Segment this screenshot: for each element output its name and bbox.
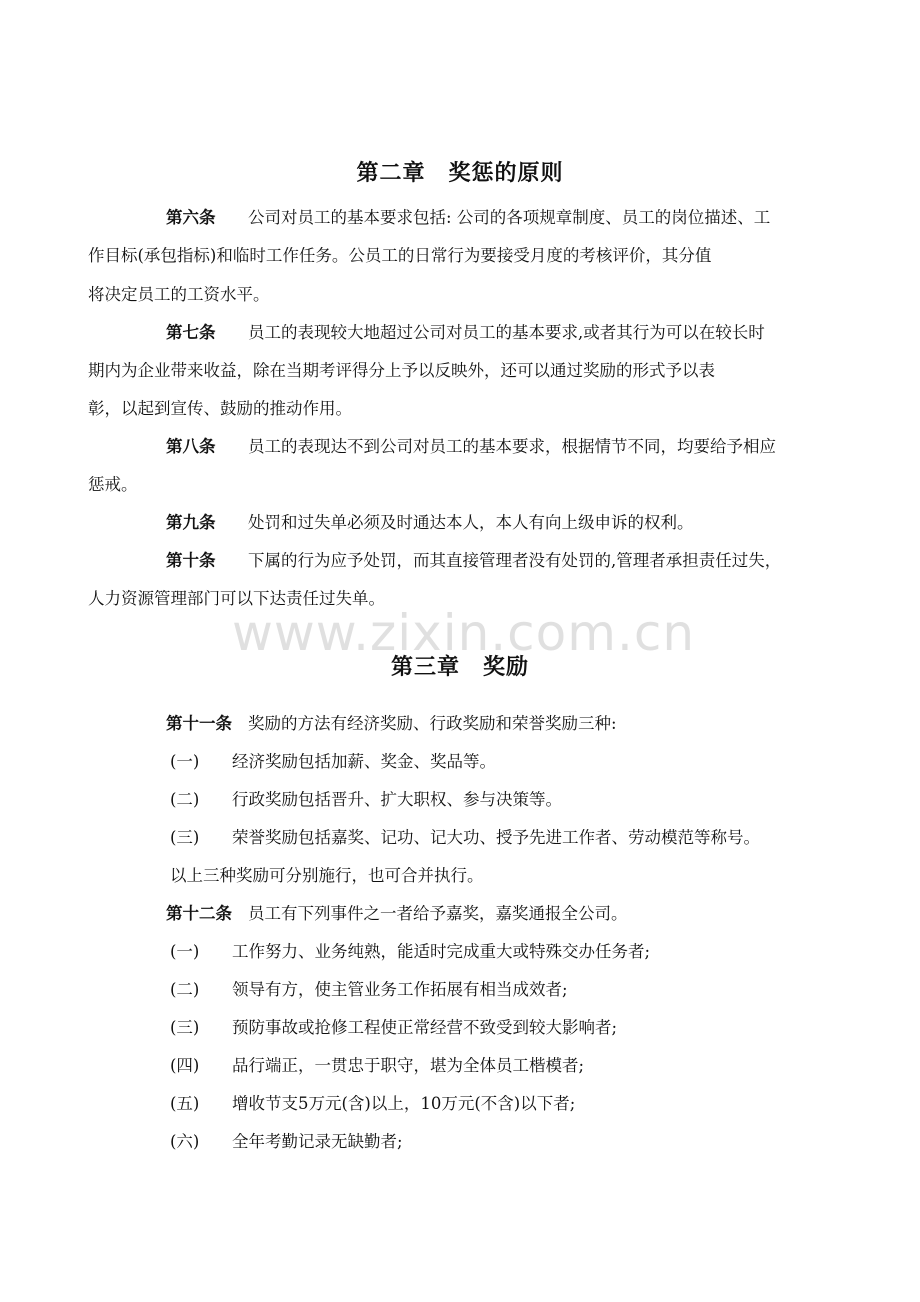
- item-number: (三): [170, 1018, 200, 1037]
- article-7-line-3: 彰，以起到宣传、鼓励的推动作用。: [88, 399, 352, 418]
- item-text: 工作努力、业务纯熟，能适时完成重大或特殊交办任务者;: [232, 942, 651, 961]
- article-12-item-6: [170, 1132, 403, 1152]
- article-6-line-1: [166, 208, 770, 228]
- item-text: 经济奖励包括加薪、奖金、奖品等。: [232, 752, 496, 771]
- item-number: (二): [170, 790, 200, 809]
- article-6-line-3: 将决定员工的工资水平。: [88, 285, 270, 304]
- article-10-number: 第十条: [166, 551, 216, 570]
- article-7-line-1: [166, 323, 765, 343]
- item-text: 荣誉奖励包括嘉奖、记功、记大功、授予先进工作者、劳动模范等称号。: [232, 828, 760, 847]
- article-7-text: 员工的表现较大地超过公司对员工的基本要求,或者其行为可以在较长时: [248, 323, 765, 342]
- article-7-line-2: 期内为企业带来收益，除在当期考评得分上予以反映外，还可以通过奖励的形式予以表: [88, 361, 715, 380]
- article-8-text: 员工的表现达不到公司对员工的基本要求，根据情节不同，均要给予相应: [248, 437, 776, 456]
- item-number: (二): [170, 980, 200, 999]
- article-12-line: [166, 904, 628, 924]
- article-12-item-3: [170, 1018, 617, 1038]
- article-9-number: 第九条: [166, 513, 216, 532]
- article-12-item-1: [170, 942, 650, 962]
- article-11-number: 第十一条: [166, 714, 232, 733]
- article-12-number: 第十二条: [166, 904, 232, 923]
- article-10-text: 下属的行为应予处罚，而其直接管理者没有处罚的,管理者承担责任过失，: [248, 551, 782, 570]
- article-10-line-2: 人力资源管理部门可以下达责任过失单。: [88, 589, 385, 608]
- article-8-line-1: [166, 437, 776, 457]
- item-text: 行政奖励包括晋升、扩大职权、参与决策等。: [232, 790, 562, 809]
- article-9-text: 处罚和过失单必须及时通达本人，本人有向上级申诉的权利。: [248, 513, 694, 532]
- article-6-number: 第六条: [166, 208, 216, 227]
- item-number: (三): [170, 828, 200, 847]
- article-11-item-3: [170, 828, 760, 848]
- article-10-line-1: [166, 551, 781, 571]
- chapter-2-title: 第二章 奖惩的原则: [356, 161, 564, 186]
- article-11-line: [166, 714, 617, 734]
- article-6-text: 公司对员工的基本要求包括: 公司的各项规章制度、员工的岗位描述、工: [248, 208, 771, 227]
- watermark: www.zixin.com.cn: [232, 604, 696, 662]
- article-11-note: 以上三种奖励可分别施行，也可合并执行。: [170, 866, 484, 885]
- article-12-item-5: [170, 1094, 575, 1114]
- article-11-text: 奖励的方法有经济奖励、行政奖励和荣誉奖励三种:: [248, 714, 617, 733]
- item-number: (一): [170, 942, 200, 961]
- item-text: 增收节支5万元(含)以上，10万元(不含)以下者;: [232, 1094, 576, 1113]
- article-12-item-4: [170, 1056, 584, 1076]
- item-number: (五): [170, 1094, 200, 1113]
- item-text: 领导有方，使主管业务工作拓展有相当成效者;: [232, 980, 568, 999]
- item-number: (四): [170, 1056, 200, 1075]
- item-number: (六): [170, 1132, 200, 1151]
- item-text: 全年考勤记录无缺勤者;: [232, 1132, 403, 1151]
- chapter-3-title: 第三章 奖励: [390, 655, 529, 680]
- article-12-item-2: [170, 980, 568, 1000]
- article-11-item-1: [170, 752, 496, 772]
- article-8-line-2: 惩戒。: [88, 475, 138, 494]
- item-text: 品行端正，一贯忠于职守，堪为全体员工楷模者;: [232, 1056, 585, 1075]
- article-6-line-2: 作目标(承包指标)和临时工作任务。公员工的日常行为要接受月度的考核评价，其分值: [88, 246, 712, 265]
- article-8-number: 第八条: [166, 437, 216, 456]
- item-number: (一): [170, 752, 200, 771]
- article-12-text: 员工有下列事件之一者给予嘉奖，嘉奖通报全公司。: [248, 904, 628, 923]
- article-11-item-2: [170, 790, 562, 810]
- item-text: 预防事故或抢修工程使正常经营不致受到较大影响者;: [232, 1018, 618, 1037]
- article-7-number: 第七条: [166, 323, 216, 342]
- article-9-line-1: [166, 513, 694, 533]
